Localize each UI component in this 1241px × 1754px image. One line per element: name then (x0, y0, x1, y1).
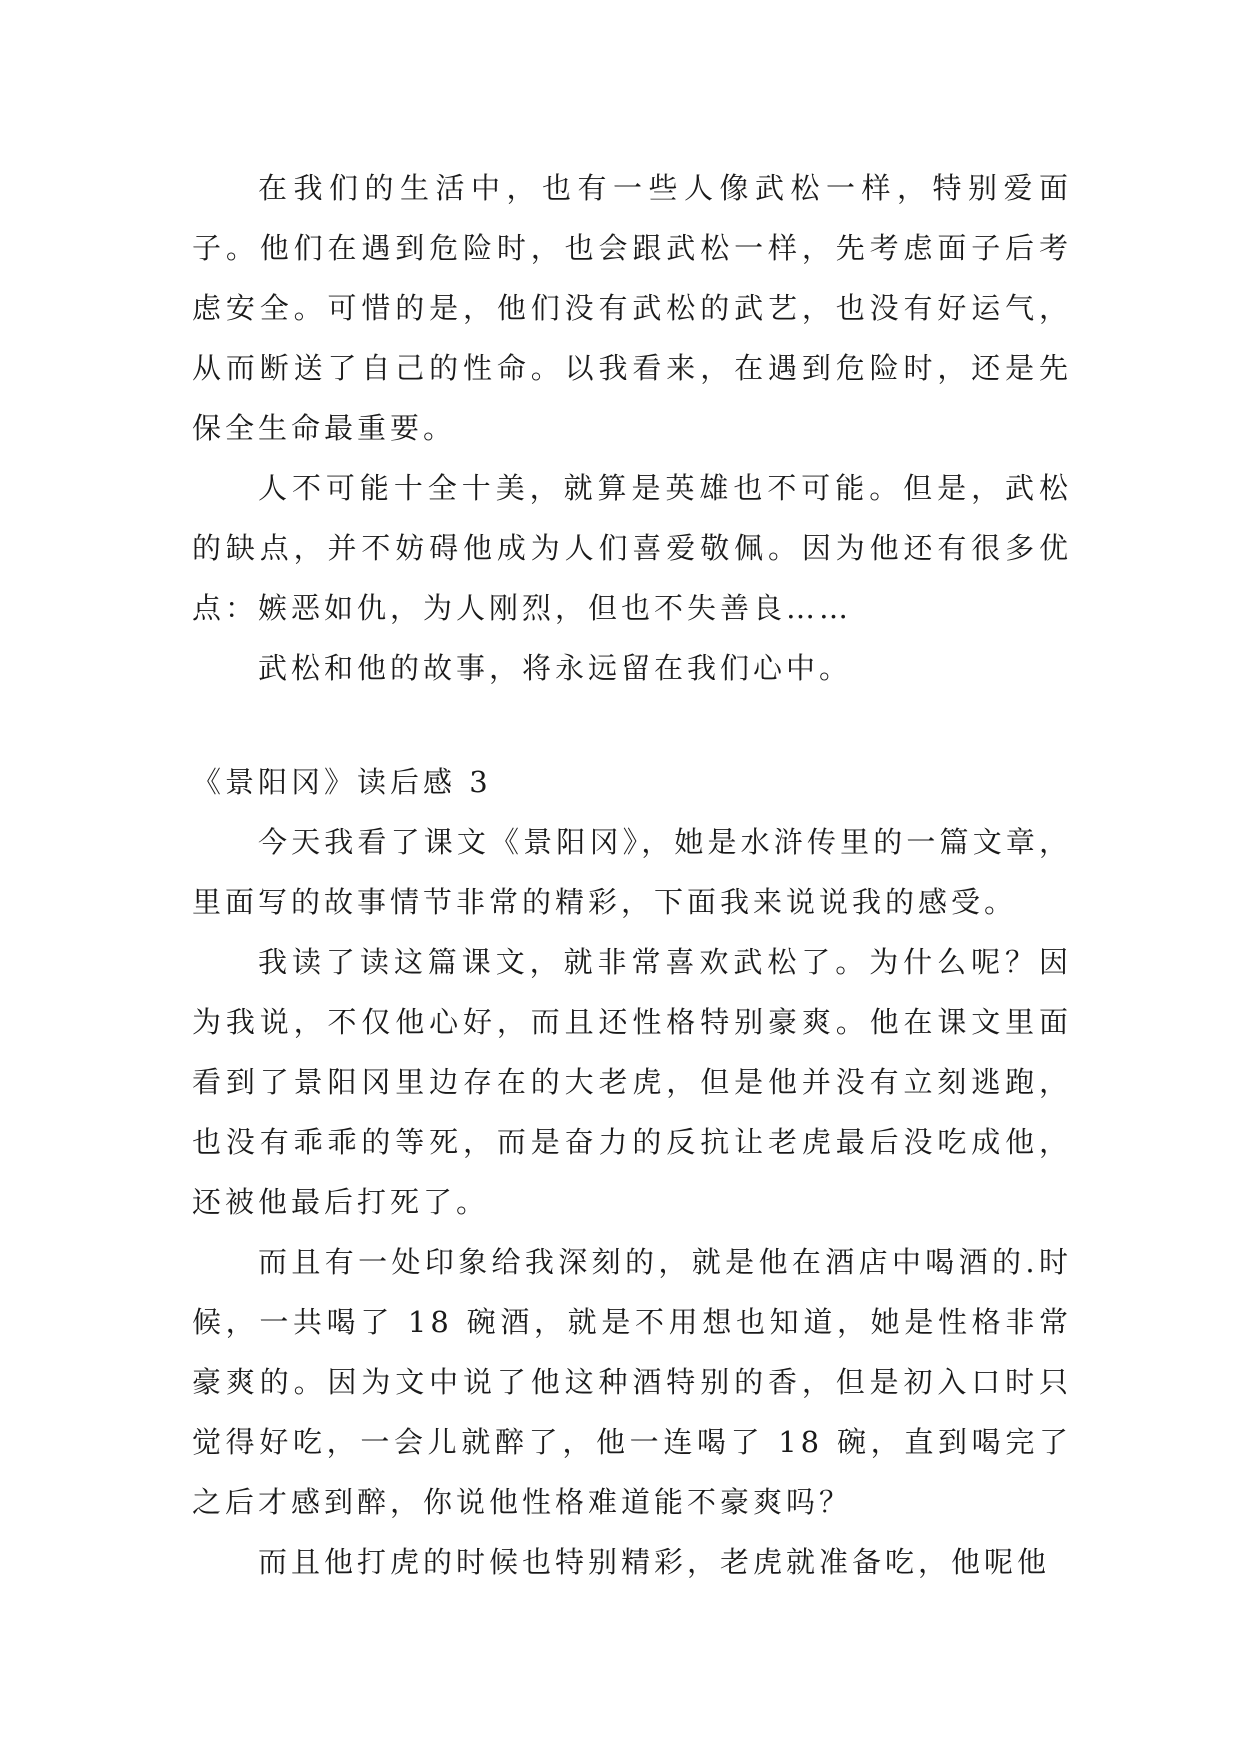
paragraph: 我读了读这篇课文，就非常喜欢武松了。为什么呢？因为我说，不仅他心好，而且还性格特别豪爽。他在课文里面看到了景阳冈里边存在的大老虎，但是他并没有立刻逃跑，也没有乖乖的等死，而是奋力的反抗让老虎最后没吃成他，还被他最后打死了。 (192, 945, 1072, 1219)
section-spacer (192, 698, 1072, 752)
paragraph: 而且他打虎的时候也特别精彩，老虎就准备吃，他呢他 (258, 1545, 1051, 1579)
paragraph: 而且有一处印象给我深刻的，就是他在酒店中喝酒的.时候，一共喝了 18 碗酒，就是不用想也知道，她是性格非常豪爽的。因为文中说了他这种酒特别的香，但是初入口时只觉得好吃，一会儿就醉了，他一连喝了 18 碗，直到喝完了之后才感到醉，你说他性格难道能不豪爽吗？ (192, 1245, 1072, 1519)
section-heading: 《景阳冈》读后感 3 (192, 765, 492, 799)
paragraph: 在我们的生活中，也有一些人像武松一样，特别爱面子。他们在遇到危险时，也会跟武松一样，先考虑面子后考虑安全。可惜的是，他们没有武松的武艺，也没有好运气，从而断送了自己的性命。以我看来，在遇到危险时，还是先保全生命最重要。 (192, 171, 1072, 445)
document-body (192, 158, 1072, 1592)
paragraph: 人不可能十全十美，就算是英雄也不可能。但是，武松的缺点，并不妨碍他成为人们喜爱敬佩。因为他还有很多优点：嫉恶如仇，为人刚烈，但也不失善良…… (192, 471, 1072, 625)
paragraph: 今天我看了课文《景阳冈》，她是水浒传里的一篇文章，里面写的故事情节非常的精彩，下面我来说说我的感受。 (192, 825, 1072, 919)
paragraph: 武松和他的故事，将永远留在我们心中。 (258, 651, 853, 685)
